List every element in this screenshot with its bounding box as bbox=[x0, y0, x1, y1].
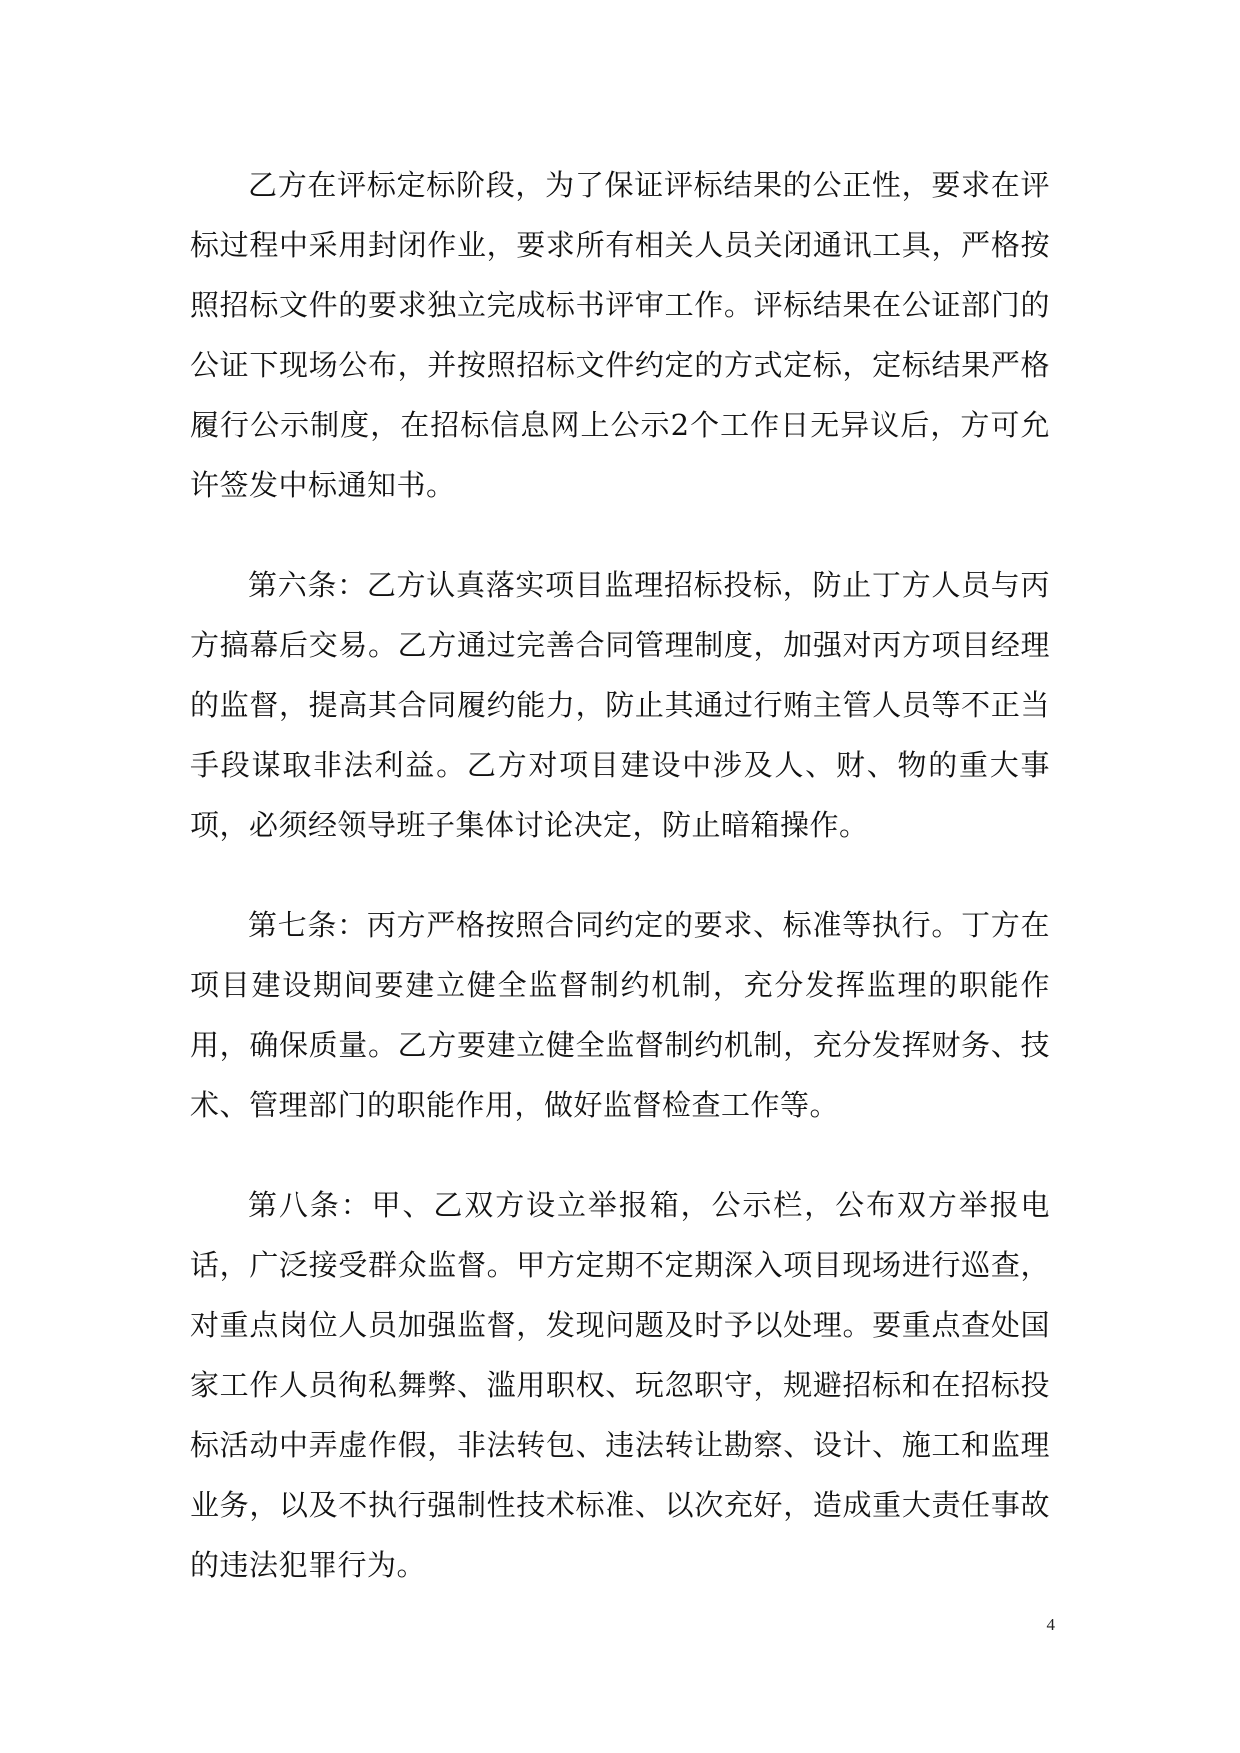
paragraph-article-8: 第八条：甲、乙双方设立举报箱，公示栏，公布双方举报电话，广泛接受群众监督。甲方定期不定期深入项目现场进行巡查，对重点岗位人员加强监督，发现问题及时予以处理。要重点查处国家工作人员徇私舞弊、滥用职权、玩忽职守，规避招标和在招标投标活动中弄虚作假，非法转包、违法转让勘察、设计、施工和监理业务，以及不执行强制性技术标准、以次充好，造成重大责任事故的违法犯罪行为。 bbox=[190, 1188, 1050, 1582]
paragraph-article-6: 第六条：乙方认真落实项目监理招标投标，防止丁方人员与丙方搞幕后交易。乙方通过完善合同管理制度，加强对丙方项目经理的监督，提高其合同履约能力，防止其通过行贿主管人员等不正当手段谋取非法利益。乙方对项目建设中涉及人、财、物的重大事项，必须经领导班子集体讨论决定，防止暗箱操作。 bbox=[190, 568, 1050, 842]
paragraph-article-7: 第七条：丙方严格按照合同约定的要求、标准等执行。丁方在项目建设期间要建立健全监督制约机制，充分发挥监理的职能作用，确保质量。乙方要建立健全监督制约机制，充分发挥财务、技术、管理部门的职能作用，做好监督检查工作等。 bbox=[190, 908, 1050, 1122]
page-number: 4 bbox=[1046, 1615, 1055, 1634]
document-body bbox=[190, 155, 1050, 1595]
paragraph-bid-evaluation: 乙方在评标定标阶段，为了保证评标结果的公正性，要求在评标过程中采用封闭作业，要求所有相关人员关闭通讯工具，严格按照招标文件的要求独立完成标书评审工作。评标结果在公证部门的公证下现场公布，并按照招标文件约定的方式定标，定标结果严格履行公示制度，在招标信息网上公示2个工作日无异议后，方可允许签发中标通知书。 bbox=[190, 168, 1050, 502]
